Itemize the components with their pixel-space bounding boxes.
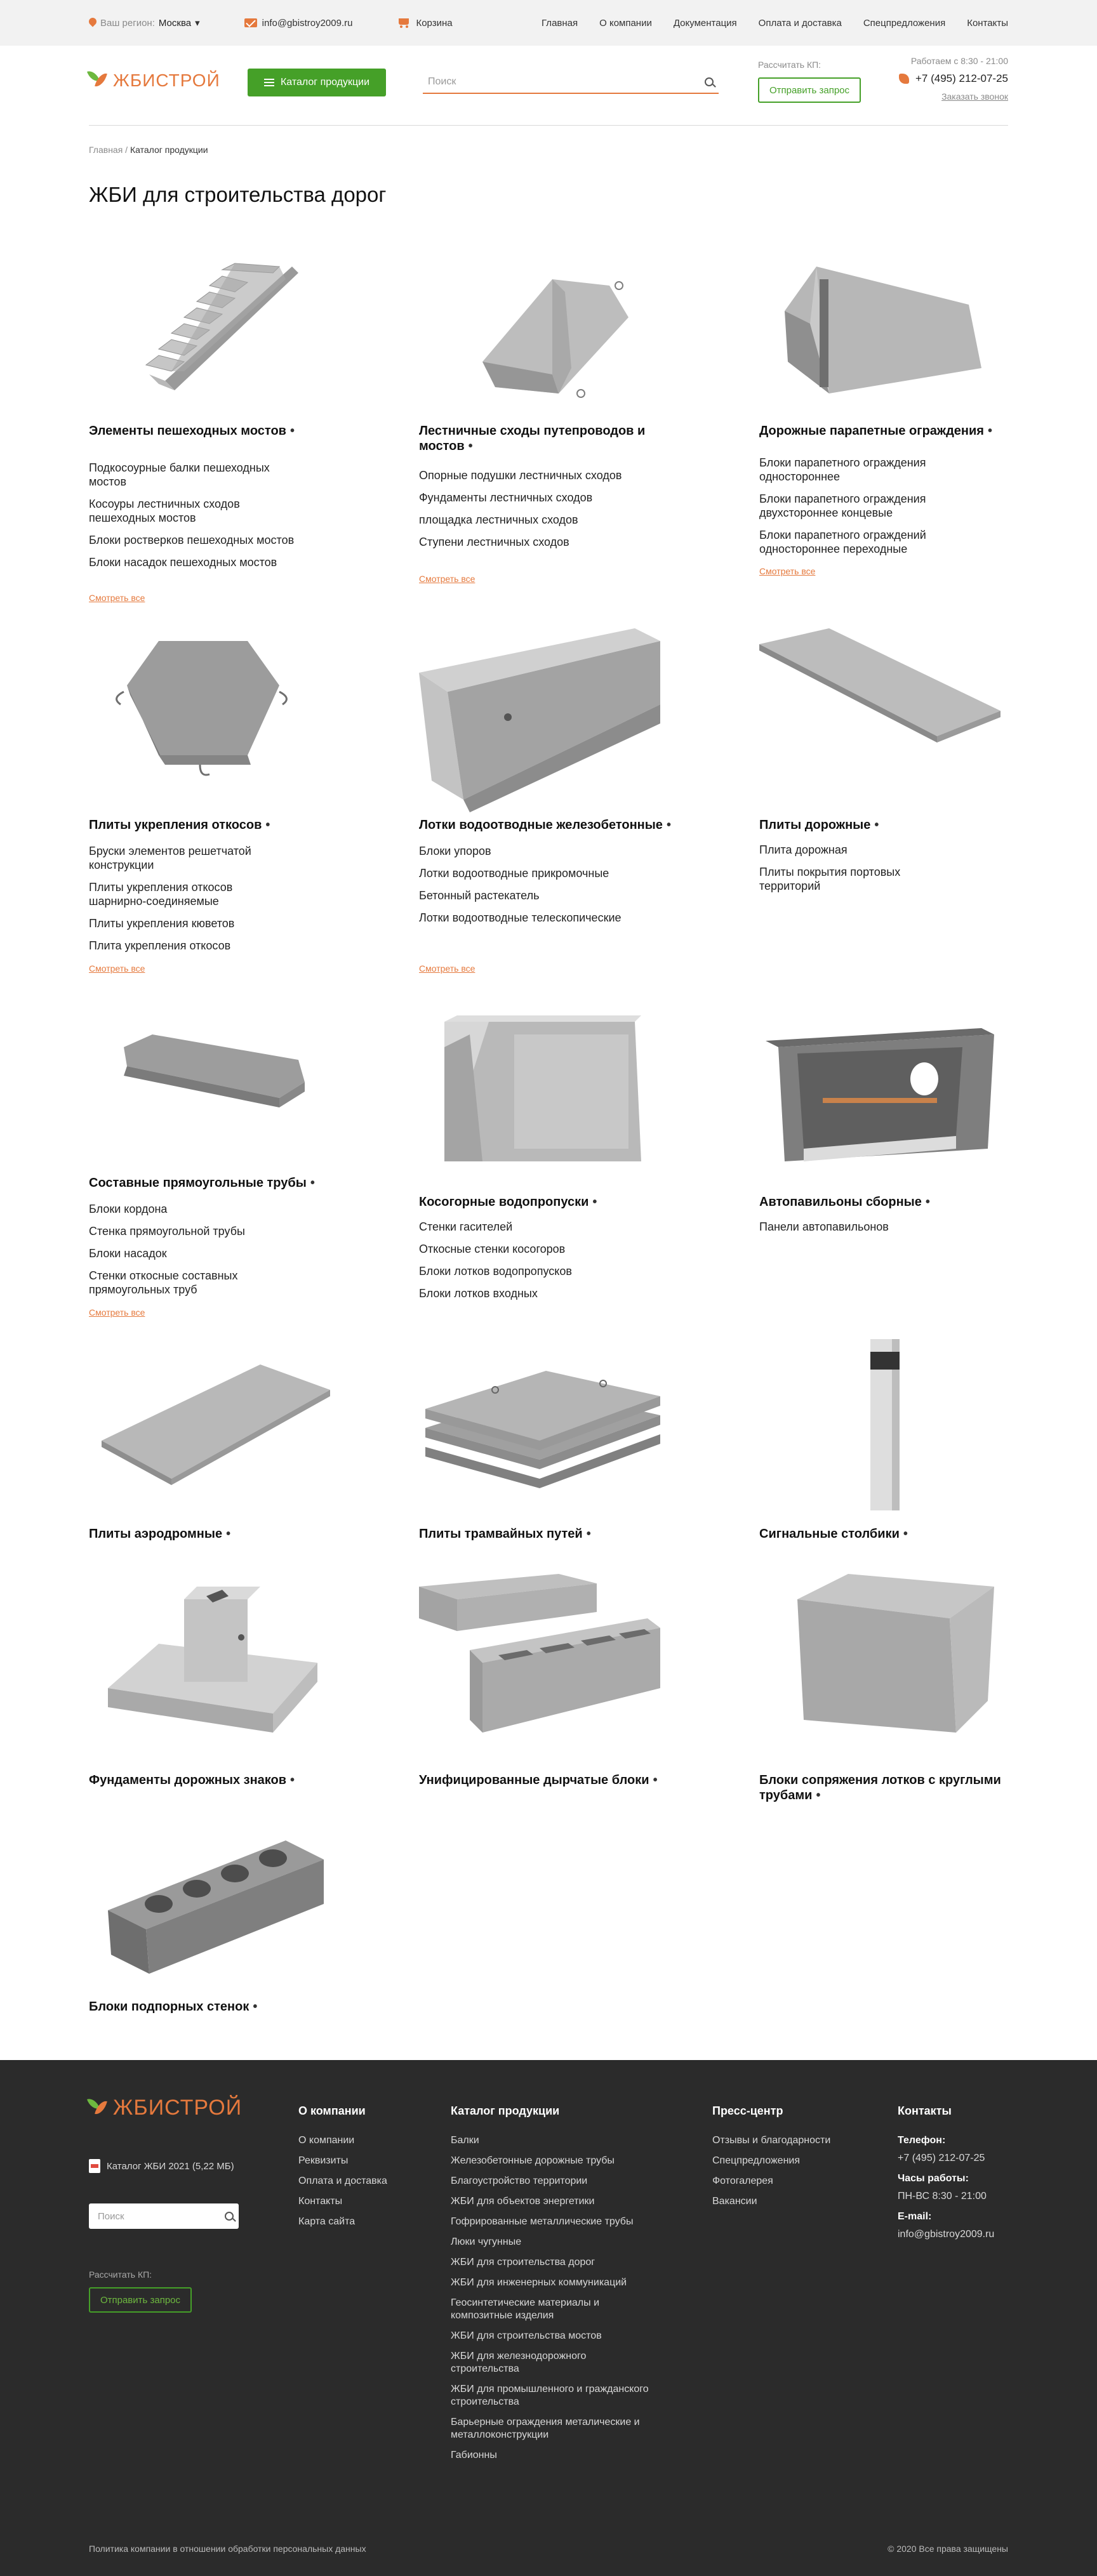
search-icon[interactable] — [225, 2212, 234, 2221]
breadcrumb — [89, 145, 208, 155]
product-image[interactable] — [419, 1561, 667, 1745]
footer-link[interactable]: Габионны — [451, 2450, 497, 2460]
product-card — [89, 235, 381, 616]
send-request-button[interactable]: Отправить запрос — [758, 77, 861, 103]
nav-contacts[interactable]: Контакты — [967, 17, 1008, 29]
subcategory-link[interactable]: Блоки насадок — [89, 1247, 167, 1260]
subcategory-list — [419, 844, 628, 933]
subcategory-list — [759, 1220, 950, 1242]
subcategory-link[interactable]: Бетонный растекатель — [419, 889, 540, 902]
subcategory-link[interactable]: Блоки упоров — [419, 845, 491, 857]
copyright: © 2020 Все права защищены — [888, 2544, 1008, 2554]
subcategory-list — [89, 1202, 279, 1305]
footer-link[interactable]: Балки — [451, 2135, 479, 2146]
product-card — [419, 235, 711, 616]
product-card — [89, 1802, 381, 2031]
product-image[interactable] — [759, 990, 1007, 1174]
footer-link[interactable]: Отзывы и благодарности — [712, 2135, 831, 2146]
catalog-button-label: Каталог продукции — [280, 77, 370, 88]
region-selector[interactable] — [89, 17, 200, 29]
footer-link[interactable]: Оплата и доставка — [298, 2176, 387, 2186]
footer-link[interactable]: Благоустройство территории — [451, 2176, 588, 2186]
subcategory-link[interactable]: Стенки гасителей — [419, 1220, 513, 1233]
footer — [0, 2060, 1097, 2576]
subcategory-link[interactable]: Плиты покрытия портовых территорий — [759, 866, 901, 892]
footer-logo-text: ЖБИСТРОЙ — [113, 2096, 243, 2120]
footer-logo[interactable] — [89, 2096, 242, 2120]
footer-phone-label: Телефон: — [898, 2135, 946, 2146]
pdf-icon — [89, 2159, 100, 2173]
location-pin-icon — [89, 18, 96, 28]
cart-label[interactable]: Корзина — [416, 17, 453, 29]
footer-link[interactable]: Контакты — [298, 2196, 343, 2207]
subcategory-link[interactable]: Блоки парапетного ограждений одностороннее переходные — [759, 529, 926, 555]
subcategory-link[interactable]: Плиты укрепления кюветов — [89, 917, 235, 930]
footer-link[interactable]: ЖБИ для промышленного и гражданского строительства — [451, 2384, 649, 2407]
product-name[interactable]: Элементы пешеходных мостов • — [89, 424, 295, 438]
privacy-policy-link[interactable]: Политика компании в отношении обработки персональных данных — [89, 2544, 366, 2554]
product-card — [89, 1333, 381, 1549]
footer-column-title: Контакты — [898, 2104, 952, 2117]
subcategory-link[interactable]: Подкосоурные балки пешеходных мостов — [89, 461, 270, 488]
product-image[interactable] — [759, 1333, 1007, 1517]
subcategory-list — [759, 456, 969, 564]
footer-link[interactable]: ЖБИ для строительства дорог — [451, 2257, 595, 2268]
nav-special-offers[interactable]: Спецпредложения — [863, 17, 946, 29]
email-link[interactable] — [244, 18, 353, 29]
subcategory-list — [89, 844, 279, 961]
subcategory-link[interactable]: Лотки водоотводные телескопические — [419, 911, 622, 924]
subcategory-link[interactable]: Откосные стенки косогоров — [419, 1243, 566, 1255]
subcategory-list — [89, 461, 298, 578]
product-name[interactable]: Дорожные парапетные ограждения • — [759, 424, 992, 438]
footer-column-title: Пресс-центр — [712, 2104, 783, 2117]
cart-link[interactable] — [397, 17, 452, 29]
catalog-download-link[interactable] — [89, 2159, 234, 2173]
subcategory-link[interactable]: Блоки лотков водопропусков — [419, 1265, 572, 1278]
search-bar — [423, 71, 719, 94]
footer-phone[interactable]: +7 (495) 212-07-25 — [898, 2153, 985, 2163]
product-name[interactable]: Плиты дорожные • — [759, 818, 879, 832]
product-image[interactable] — [419, 235, 667, 419]
logo-text: ЖБИСТРОЙ — [113, 70, 220, 90]
footer-column-title: Каталог продукции — [451, 2104, 560, 2117]
subcategory-link[interactable]: Лотки водоотводные прикромочные — [419, 867, 609, 880]
top-nav — [542, 18, 1008, 29]
nav-payment-delivery[interactable]: Оплата и доставка — [758, 17, 842, 29]
subcategory-link[interactable]: Плиты укрепления откосов шарнирно-соединяемые — [89, 881, 233, 908]
product-name[interactable]: Плиты аэродромные • — [89, 1527, 231, 1541]
footer-link[interactable]: ЖБИ для объектов энергетики — [451, 2196, 595, 2207]
breadcrumb-home[interactable]: Главная — [89, 145, 123, 155]
nav-home[interactable]: Главная — [542, 17, 578, 29]
subcategory-list — [419, 1220, 628, 1309]
footer-email[interactable]: info@gbistroy2009.ru — [898, 2229, 995, 2240]
nav-about[interactable]: О компании — [599, 17, 652, 29]
product-card — [89, 990, 381, 1320]
product-card — [759, 628, 1013, 984]
product-card — [759, 235, 1013, 616]
subcategory-link[interactable]: Опорные подушки лестничных сходов — [419, 469, 622, 482]
product-name[interactable]: Плиты укрепления откосов • — [89, 818, 270, 832]
subcategory-link[interactable]: Фундаменты лестничных сходов — [419, 491, 593, 504]
product-name[interactable]: Косогорные водопропуски • — [419, 1195, 597, 1209]
product-image[interactable] — [419, 628, 667, 812]
product-name[interactable]: Автопавильоны сборные • — [759, 1195, 930, 1209]
chevron-down-icon[interactable]: ▾ — [195, 18, 200, 29]
product-card — [419, 628, 711, 984]
footer-contacts-column — [898, 2104, 1018, 2249]
product-card — [419, 990, 711, 1320]
product-card — [89, 1561, 381, 1790]
product-card — [759, 1333, 1013, 1549]
subcategory-link[interactable]: Панели автопавильонов — [759, 1220, 889, 1233]
footer-link[interactable]: Барьерные ограждения металические и металлоконструкции — [451, 2417, 640, 2440]
subcategory-link[interactable]: Блоки кордона — [89, 1203, 168, 1215]
product-image[interactable] — [89, 235, 336, 419]
top-bar — [0, 0, 1097, 46]
footer-link[interactable]: Люки чугунные — [451, 2236, 522, 2247]
subcategory-link[interactable]: Бруски элементов решетчатой конструкции — [89, 845, 251, 871]
mail-icon — [244, 18, 257, 27]
product-image[interactable] — [89, 1333, 336, 1517]
product-name[interactable]: Лотки водоотводные железобетонные • — [419, 818, 671, 832]
product-name[interactable]: Составные прямоугольные трубы • — [89, 1176, 315, 1190]
footer-catalog-column — [451, 2104, 654, 2469]
footer-link[interactable]: ЖБИ для железнодорожного строительства — [451, 2351, 587, 2374]
region-value[interactable]: Москва — [158, 17, 192, 29]
product-name[interactable]: Унифицированные дырчатые блоки • — [419, 1773, 658, 1787]
product-card — [419, 1561, 711, 1790]
see-all-link[interactable]: Смотреть все — [419, 574, 475, 584]
kp-block — [758, 60, 861, 103]
footer-link[interactable]: Железобетонные дорожные трубы — [451, 2155, 615, 2166]
breadcrumb-separator: / — [123, 145, 130, 155]
footer-link[interactable]: Карта сайта — [298, 2216, 356, 2227]
subcategory-list — [419, 468, 628, 557]
subcategory-link[interactable]: Блоки лотков входных — [419, 1287, 538, 1300]
catalog-button[interactable] — [248, 69, 386, 96]
footer-link[interactable]: ЖБИ для инженерных коммуникаций — [451, 2277, 627, 2288]
product-image[interactable] — [419, 990, 667, 1174]
product-image[interactable] — [759, 235, 1007, 419]
callback-link[interactable]: Заказать звонок — [941, 91, 1008, 102]
work-hours: Работаем с 8:30 - 21:00 — [910, 56, 1008, 66]
product-image[interactable] — [89, 628, 336, 812]
header-contact — [899, 56, 1008, 102]
footer-press-column — [712, 2104, 877, 2216]
footer-link[interactable]: Реквизиты — [298, 2155, 349, 2166]
see-all-link[interactable]: Смотреть все — [89, 1307, 145, 1318]
search-icon[interactable] — [705, 77, 714, 86]
footer-about-column — [298, 2104, 425, 2236]
product-image[interactable] — [89, 1802, 336, 1986]
subcategory-link[interactable]: Стенки откосные составных прямоугольных труб — [89, 1269, 238, 1296]
footer-link[interactable]: Вакансии — [712, 2196, 757, 2207]
subcategory-link[interactable]: Плита укрепления откосов — [89, 939, 231, 952]
product-name[interactable]: Фундаменты дорожных знаков • — [89, 1773, 295, 1787]
product-name[interactable]: Лестничные сходы путепроводов и мостов • — [419, 424, 646, 453]
cart-icon — [397, 17, 411, 29]
phone-link[interactable] — [899, 72, 1008, 85]
footer-email-label: E-mail: — [898, 2211, 932, 2222]
email-text[interactable]: info@gbistroy2009.ru — [262, 17, 353, 29]
product-image[interactable] — [89, 1561, 336, 1745]
subcategory-link[interactable]: Ступени лестничных сходов — [419, 536, 569, 548]
footer-search-input[interactable] — [89, 2211, 225, 2222]
subcategory-list — [759, 843, 950, 901]
product-image[interactable] — [419, 1333, 667, 1517]
product-name[interactable]: Сигнальные столбики • — [759, 1527, 908, 1541]
footer-hours: ПН-ВС 8:30 - 21:00 — [898, 2191, 987, 2202]
see-all-link[interactable]: Смотреть все — [759, 566, 816, 576]
page-title: ЖБИ для строительства дорог — [89, 183, 387, 206]
footer-link[interactable]: Геосинтетические материалы и композитные изделия — [451, 2297, 600, 2321]
see-all-link[interactable]: Смотреть все — [419, 963, 475, 974]
product-name[interactable]: Плиты трамвайных путей • — [419, 1527, 591, 1541]
footer-link[interactable]: Фотогалерея — [712, 2176, 773, 2186]
footer-hours-label: Часы работы: — [898, 2173, 969, 2184]
menu-icon — [264, 79, 274, 86]
subcategory-link[interactable]: Блоки парапетного ограждения двухстороннее концевые — [759, 492, 926, 519]
product-card — [759, 990, 1013, 1320]
footer-link[interactable]: О компании — [298, 2135, 355, 2146]
logo-mark-icon — [89, 70, 108, 91]
product-image[interactable] — [759, 1561, 1007, 1745]
subcategory-link[interactable]: Стенка прямоугольной трубы — [89, 1225, 245, 1238]
logo[interactable] — [89, 70, 220, 91]
region-label: Ваш регион: — [100, 17, 155, 29]
subcategory-link[interactable]: Плита дорожная — [759, 843, 848, 856]
product-image[interactable] — [89, 990, 336, 1174]
header — [89, 46, 1008, 126]
see-all-link[interactable]: Смотреть все — [89, 963, 145, 974]
footer-search — [89, 2203, 239, 2229]
product-name[interactable]: Блоки сопряжения лотков с круглыми трубами • — [759, 1773, 1001, 1802]
product-card — [89, 628, 381, 984]
subcategory-link[interactable]: площадка лестничных сходов — [419, 513, 578, 526]
footer-column-title: О компании — [298, 2104, 366, 2117]
search-input[interactable] — [423, 76, 705, 88]
subcategory-link[interactable]: Блоки насадок пешеходных мостов — [89, 556, 277, 569]
product-name[interactable]: Блоки подпорных стенок • — [89, 2000, 258, 2014]
breadcrumb-current: Каталог продукции — [130, 145, 208, 155]
subcategory-link[interactable]: Блоки ростверков пешеходных мостов — [89, 534, 295, 546]
product-card — [419, 1333, 711, 1549]
subcategory-link[interactable]: Блоки парапетного ограждения одностороннее — [759, 456, 926, 483]
footer-link[interactable]: Спецпредложения — [712, 2155, 800, 2166]
footer-kp-label: Рассчитать КП: — [89, 2269, 152, 2280]
logo-mark-icon — [89, 2097, 108, 2119]
footer-link[interactable]: ЖБИ для строительства мостов — [451, 2330, 602, 2341]
subcategory-link[interactable]: Косоуры лестничных сходов пешеходных мостов — [89, 498, 240, 524]
footer-send-request-button[interactable]: Отправить запрос — [89, 2287, 192, 2313]
footer-link[interactable]: Гофрированные металлические трубы — [451, 2216, 634, 2227]
product-image[interactable] — [759, 628, 1007, 812]
phone-icon — [899, 74, 909, 84]
kp-label: Рассчитать КП: — [758, 60, 821, 70]
product-card — [759, 1561, 1013, 1802]
phone-number[interactable]: +7 (495) 212-07-25 — [915, 72, 1008, 84]
catalog-download-label[interactable]: Каталог ЖБИ 2021 (5,22 МБ) — [107, 2160, 234, 2172]
nav-docs[interactable]: Документация — [673, 17, 737, 29]
see-all-link[interactable]: Смотреть все — [89, 593, 145, 603]
footer-bottom — [89, 2544, 1008, 2554]
